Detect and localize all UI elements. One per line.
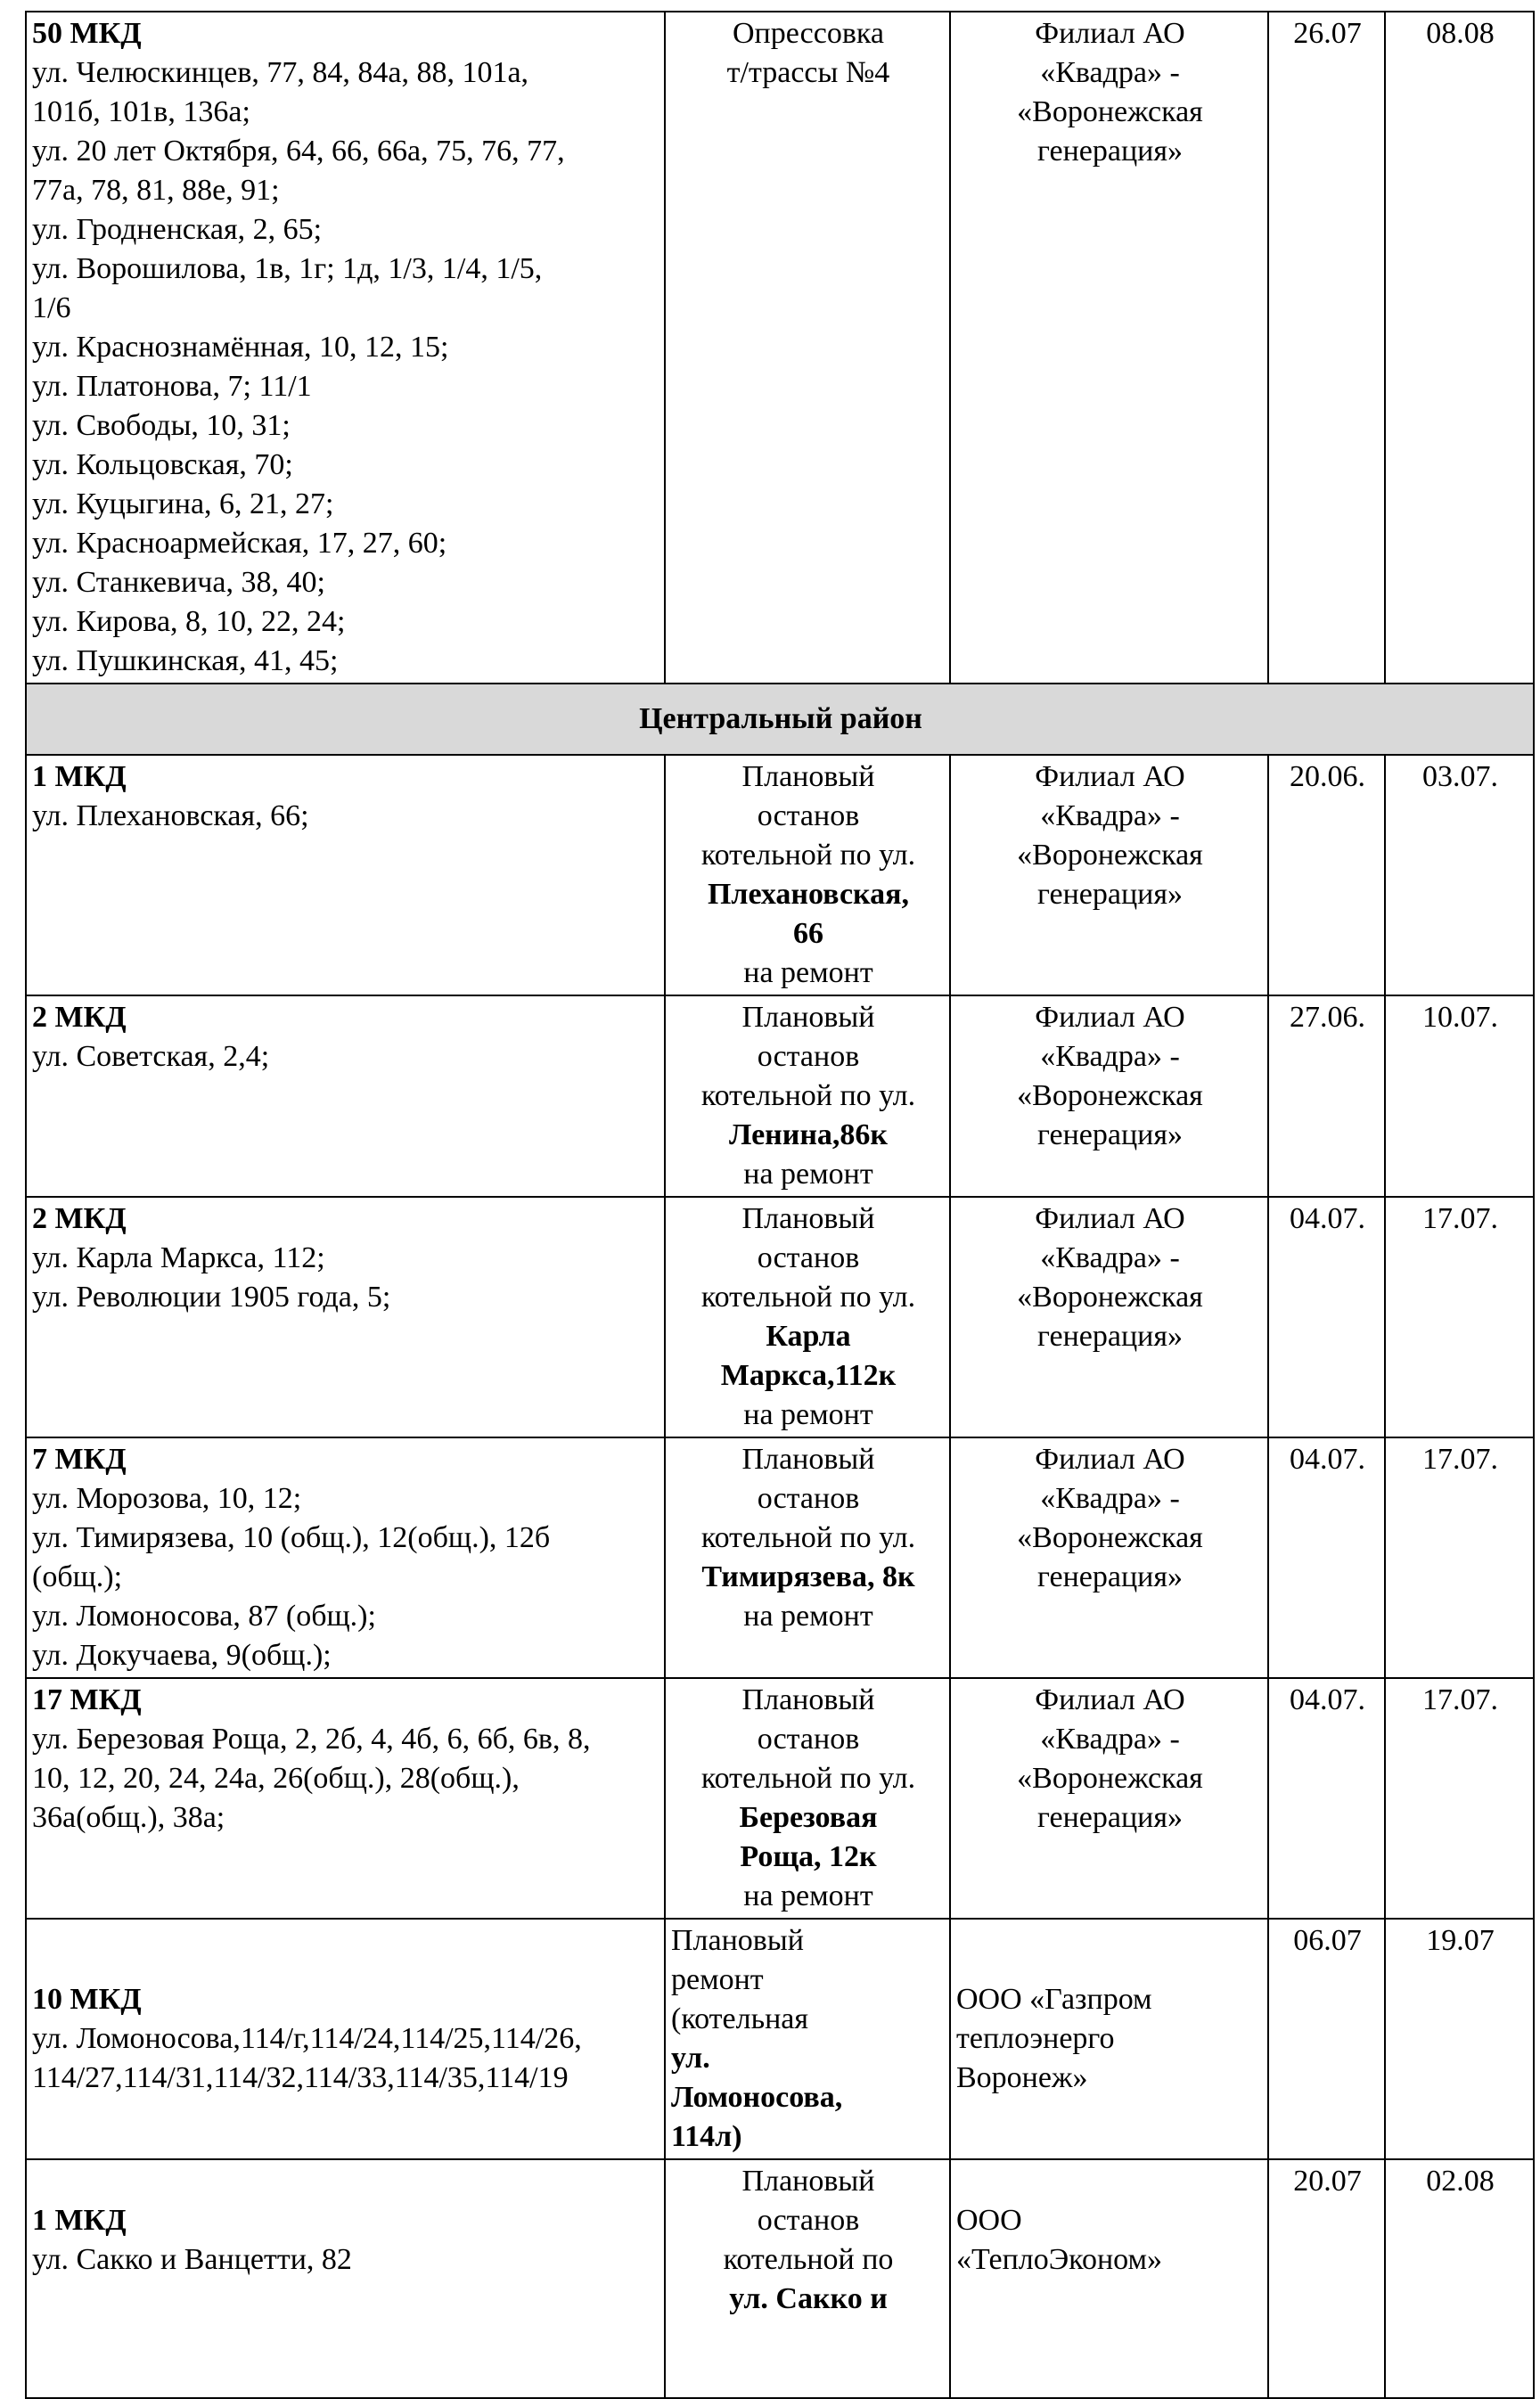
boiler-address: Тимирязева, 8к: [701, 1560, 915, 1593]
building-count: 7 МКД: [32, 1443, 127, 1476]
start-date: 27.06.: [1268, 995, 1385, 1197]
org-line: генерация»: [1037, 1801, 1183, 1834]
reason-line: котельной по ул.: [700, 1079, 916, 1112]
address-line: ул. Гродненская, 2, 65;: [32, 213, 323, 246]
org-line: «Воронежская: [1017, 1281, 1203, 1314]
end-date: 10.07.: [1385, 995, 1534, 1197]
org-line: ООО «Газпром: [956, 1983, 1152, 2016]
address-line: 77а, 78, 81, 88е, 91;: [32, 174, 280, 207]
end-date: 19.07: [1385, 1919, 1534, 2159]
reason-line: на ремонт: [743, 1879, 873, 1912]
boiler-address: Ломоносова,: [671, 2081, 843, 2114]
reason-line: на ремонт: [743, 1398, 873, 1431]
address-line: 114/27,114/31,114/32,114/33,114/35,114/19: [32, 2061, 569, 2094]
address-line: ул. Карла Маркса, 112;: [32, 1241, 325, 1274]
reason-cell: [665, 995, 950, 1197]
outage-schedule-sheet: [25, 11, 1533, 2399]
address-line: (общ.);: [32, 1560, 123, 1593]
reason-line: останов: [757, 1241, 860, 1274]
address-line: ул. Плехановская, 66;: [32, 799, 309, 832]
address-line: ул. Пушкинская, 41, 45;: [32, 644, 339, 677]
reason-line: т/трассы №4: [726, 56, 890, 89]
building-count: 10 МКД: [32, 1983, 142, 2016]
organization-cell: [950, 1197, 1268, 1437]
reason-line: Плановый: [671, 1924, 804, 1957]
boiler-address: Роща, 12к: [740, 1840, 877, 1873]
reason-cell: [665, 1678, 950, 1919]
reason-line: котельной по: [723, 2243, 894, 2276]
outage-schedule-table: [25, 11, 1535, 2399]
reason-line: Плановый: [741, 2165, 875, 2198]
reason-line: (котельная: [671, 2002, 809, 2035]
boiler-address: ул. Сакко и: [729, 2282, 888, 2315]
building-count: 17 МКД: [32, 1683, 142, 1716]
address-line: ул. Сакко и Ванцетти, 82: [32, 2243, 352, 2276]
address-line: ул. Советская, 2,4;: [32, 1040, 270, 1073]
address-line: ул. Тимирязева, 10 (общ.), 12(общ.), 12б: [32, 1521, 551, 1554]
address-line: ул. Красноармейская, 17, 27, 60;: [32, 527, 447, 560]
address-line: ул. Станкевича, 38, 40;: [32, 566, 325, 599]
building-count: 1 МКД: [32, 760, 127, 793]
reason-cell: [665, 1437, 950, 1678]
boiler-address: Ленина,86к: [728, 1118, 889, 1151]
table-row: [26, 995, 1534, 1197]
reason-line: котельной по ул.: [700, 839, 916, 872]
org-line: ООО: [956, 2204, 1022, 2237]
table-row: [26, 12, 1534, 684]
org-line: генерация»: [1037, 1118, 1183, 1151]
boiler-address: ул.: [671, 2042, 710, 2075]
start-date: 26.07: [1268, 12, 1385, 684]
address-line: ул. Докучаева, 9(общ.);: [32, 1639, 332, 1672]
org-line: «Воронежская: [1017, 1521, 1203, 1554]
table-row: [26, 1919, 1534, 2159]
boiler-address: Маркса,112к: [720, 1359, 897, 1392]
address-line: ул. Челюскинцев, 77, 84, 84а, 88, 101а,: [32, 56, 529, 89]
end-date: 08.08: [1385, 12, 1534, 684]
address-line: ул. Ломоносова, 87 (общ.);: [32, 1600, 376, 1633]
addresses-cell: [26, 1437, 665, 1678]
address-line: ул. Морозова, 10, 12;: [32, 1482, 302, 1515]
organization-cell: [950, 1437, 1268, 1678]
reason-line: Опрессовка: [732, 17, 885, 50]
district-header-row: [26, 684, 1534, 755]
table-row: [26, 755, 1534, 995]
org-line: «Квадра» -: [1040, 1241, 1180, 1274]
reason-line: останов: [757, 1723, 860, 1756]
start-date: 20.06.: [1268, 755, 1385, 995]
end-date: 17.07.: [1385, 1437, 1534, 1678]
addresses-cell: [26, 1919, 665, 2159]
district-title: Центральный район: [26, 684, 1534, 755]
org-line: Воронеж»: [956, 2061, 1088, 2094]
address-line: 10, 12, 20, 24, 24а, 26(общ.), 28(общ.),: [32, 1762, 520, 1795]
reason-line: на ремонт: [743, 1600, 873, 1633]
organization-cell: [950, 995, 1268, 1197]
address-line: ул. Свободы, 10, 31;: [32, 409, 291, 442]
org-line: Филиал АО: [1035, 1001, 1185, 1034]
reason-line: котельной по ул.: [700, 1521, 916, 1554]
org-line: «Воронежская: [1017, 1762, 1203, 1795]
building-count: 2 МКД: [32, 1001, 127, 1034]
reason-line: Плановый: [741, 1683, 875, 1716]
table-row: [26, 1197, 1534, 1437]
reason-line: на ремонт: [743, 956, 873, 989]
start-date: 04.07.: [1268, 1678, 1385, 1919]
address-line: 101б, 101в, 136а;: [32, 95, 250, 128]
organization-cell: [950, 755, 1268, 995]
reason-cell: [665, 755, 950, 995]
address-line: ул. Платонова, 7; 11/1: [32, 370, 312, 403]
reason-line: останов: [757, 1040, 860, 1073]
addresses-cell: [26, 995, 665, 1197]
organization-cell: [950, 1919, 1268, 2159]
boiler-address: Плехановская,: [707, 878, 910, 911]
address-line: ул. Березовая Роща, 2, 2б, 4, 4б, 6, 6б, 6в, 8,: [32, 1723, 591, 1756]
reason-line: Плановый: [741, 760, 875, 793]
table-row: [26, 2159, 1534, 2398]
address-line: ул. 20 лет Октября, 64, 66, 66а, 75, 76, 77,: [32, 135, 565, 168]
start-date: 04.07.: [1268, 1197, 1385, 1437]
org-line: теплоэнерго: [956, 2022, 1115, 2055]
organization-cell: [950, 12, 1268, 684]
org-line: «Воронежская: [1017, 1079, 1203, 1112]
org-line: генерация»: [1037, 878, 1183, 911]
org-line: «ТеплоЭконом»: [956, 2243, 1163, 2276]
org-line: Филиал АО: [1035, 1202, 1185, 1235]
addresses-cell: [26, 2159, 665, 2398]
org-line: Филиал АО: [1035, 1683, 1185, 1716]
org-line: Филиал АО: [1035, 1443, 1185, 1476]
building-count: 1 МКД: [32, 2204, 127, 2237]
reason-cell: [665, 2159, 950, 2398]
addresses-cell: [26, 12, 665, 684]
org-line: генерация»: [1037, 1560, 1183, 1593]
building-count: 2 МКД: [32, 1202, 127, 1235]
org-line: Филиал АО: [1035, 17, 1185, 50]
reason-line: Плановый: [741, 1443, 875, 1476]
org-line: «Квадра» -: [1040, 1723, 1180, 1756]
address-line: ул. Революции 1905 года, 5;: [32, 1281, 391, 1314]
boiler-address: Карла: [766, 1320, 851, 1353]
reason-cell: [665, 12, 950, 684]
address-line: ул. Ломоносова,114/г,114/24,114/25,114/26,: [32, 2022, 582, 2055]
org-line: «Квадра» -: [1040, 1482, 1180, 1515]
org-line: генерация»: [1037, 135, 1183, 168]
address-line: ул. Куцыгина, 6, 21, 27;: [32, 487, 334, 520]
reason-line: Плановый: [741, 1001, 875, 1034]
reason-line: на ремонт: [743, 1158, 873, 1191]
org-line: Филиал АО: [1035, 760, 1185, 793]
end-date: 17.07.: [1385, 1197, 1534, 1437]
address-line: 1/6: [32, 291, 71, 324]
reason-line: останов: [757, 2204, 860, 2237]
table-row: [26, 1678, 1534, 1919]
reason-cell: [665, 1197, 950, 1437]
reason-line: останов: [757, 799, 860, 832]
start-date: 04.07.: [1268, 1437, 1385, 1678]
reason-cell: [665, 1919, 950, 2159]
end-date: 03.07.: [1385, 755, 1534, 995]
org-line: «Квадра» -: [1040, 799, 1180, 832]
address-line: ул. Кольцовская, 70;: [32, 448, 293, 481]
org-line: «Квадра» -: [1040, 1040, 1180, 1073]
reason-line: останов: [757, 1482, 860, 1515]
start-date: 20.07: [1268, 2159, 1385, 2398]
start-date: 06.07: [1268, 1919, 1385, 2159]
end-date: 17.07.: [1385, 1678, 1534, 1919]
org-line: «Воронежская: [1017, 839, 1203, 872]
reason-line: ремонт: [671, 1963, 764, 1996]
org-line: «Квадра» -: [1040, 56, 1180, 89]
end-date: 02.08: [1385, 2159, 1534, 2398]
boiler-address: 114л): [671, 2120, 742, 2153]
address-line: 36а(общ.), 38а;: [32, 1801, 225, 1834]
address-line: ул. Кирова, 8, 10, 22, 24;: [32, 605, 346, 638]
boiler-address: 66: [793, 917, 823, 950]
addresses-cell: [26, 1678, 665, 1919]
org-line: генерация»: [1037, 1320, 1183, 1353]
addresses-cell: [26, 755, 665, 995]
address-line: ул. Ворошилова, 1в, 1г; 1д, 1/3, 1/4, 1/5,: [32, 252, 543, 285]
boiler-address: Березовая: [739, 1801, 878, 1834]
organization-cell: [950, 1678, 1268, 1919]
address-line: ул. Краснознамённая, 10, 12, 15;: [32, 331, 449, 364]
building-count: 50 МКД: [32, 17, 142, 50]
table-row: [26, 1437, 1534, 1678]
org-line: «Воронежская: [1017, 95, 1203, 128]
reason-line: котельной по ул.: [700, 1762, 916, 1795]
reason-line: Плановый: [741, 1202, 875, 1235]
addresses-cell: [26, 1197, 665, 1437]
reason-line: котельной по ул.: [700, 1281, 916, 1314]
organization-cell: [950, 2159, 1268, 2398]
